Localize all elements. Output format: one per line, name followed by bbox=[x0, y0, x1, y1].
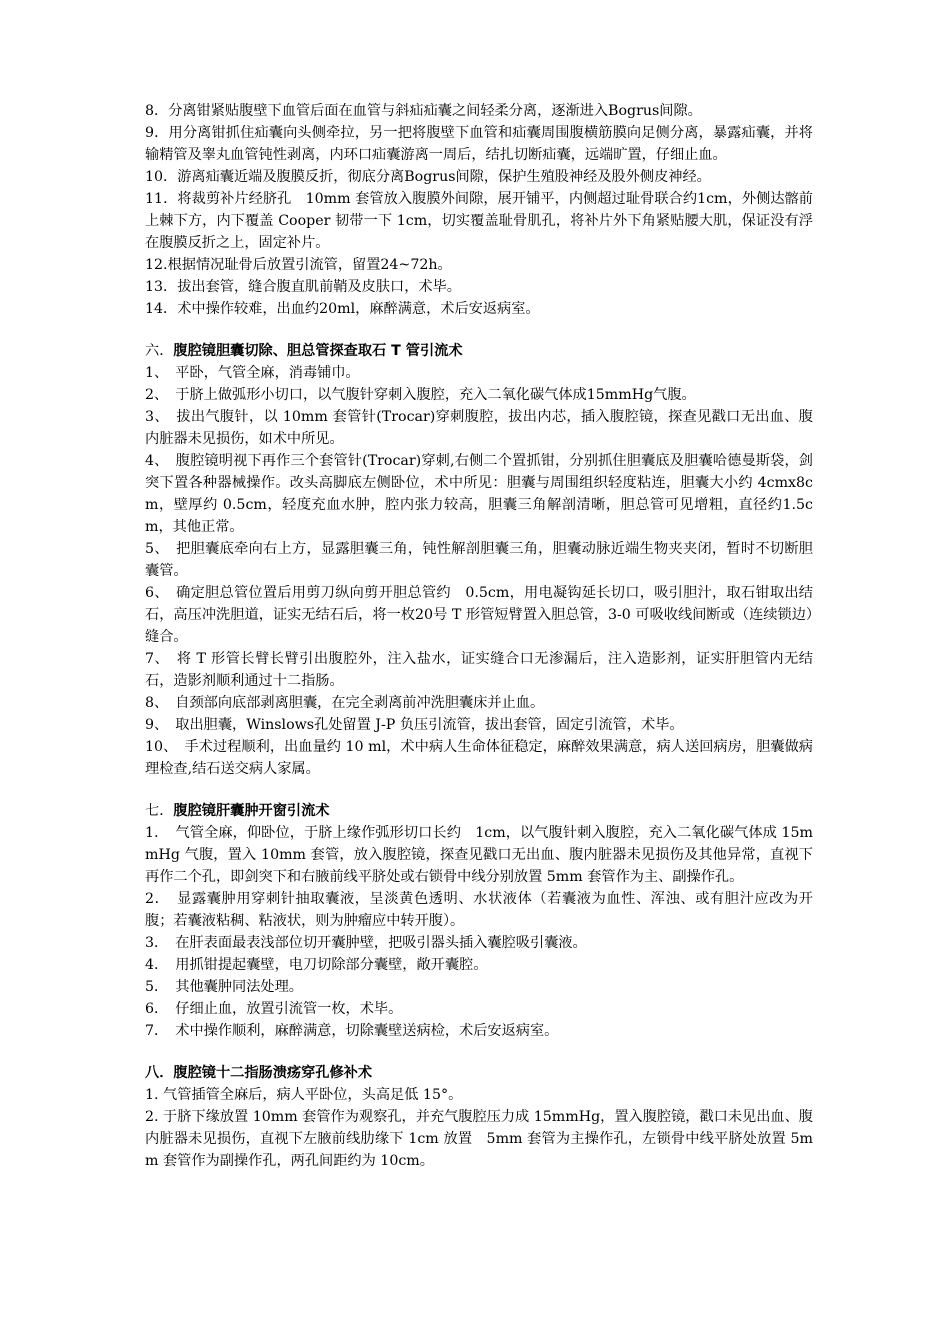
step-item: 1. 气管插管全麻后，病人平卧位，头高足低 15°。 bbox=[145, 1087, 463, 1103]
step-item: 1． 气管全麻，仰卧位，于脐上缘作弧形切口长约 1cm，以气腹针刺入腹腔，充入二氧化碳气体成 15mmHg 气腹，置入 10mm 套管，放入腹腔镜，探查见戳口无出血、腹内脏器未见损伤及其他异常，直视下再作二个孔，即剑突下和右腋前线平脐处或右锁骨中线分别放置 5mm 套管作为主、副操作孔。 bbox=[145, 825, 813, 885]
section-title: 腹腔镜胆囊切除、胆总管探查取石 T 管引流术 bbox=[173, 343, 463, 359]
section-number: 八． bbox=[145, 1065, 174, 1081]
section-8 bbox=[145, 1062, 813, 1172]
section-gap bbox=[145, 320, 813, 340]
section-heading bbox=[145, 340, 813, 362]
section-heading bbox=[145, 1062, 813, 1084]
section-number: 七． bbox=[145, 803, 174, 819]
step-item: 1、 平卧，气管全麻，消毒铺巾。 bbox=[145, 365, 360, 381]
section-title: 腹腔镜肝囊肿开窗引流术 bbox=[173, 803, 330, 819]
step-item: 14．术中操作较难，出血约20ml，麻醉满意，术后安返病室。 bbox=[145, 301, 540, 317]
document-page bbox=[145, 100, 813, 1172]
step-item: 5． 其他囊肿同法处理。 bbox=[145, 979, 303, 995]
step-item: 2． 显露囊肿用穿刺针抽取囊液，呈淡黄色透明、水状液体（若囊液为血性、浑浊、或有胆汁应改为开腹；若囊液粘稠、粘液状，则为肿瘤应中转开腹）。 bbox=[145, 891, 813, 929]
step-item: 12.根据情况耻骨后放置引流管，留置24~72h。 bbox=[145, 257, 452, 273]
step-item: 3、 拔出气腹针，以 10mm 套管针(Trocar)穿刺腹腔，拔出内芯，插入腹腔镜，探查见戳口无出血、腹内脏器未见损伤，如术中所见。 bbox=[145, 409, 813, 447]
step-item: 13．拔出套管，缝合腹直肌前鞘及皮肤口，术毕。 bbox=[145, 279, 461, 295]
step-item: 2、 于脐上做弧形小切口，以气腹针穿刺入腹腔，充入二氧化碳气体成15mmHg气腹。 bbox=[145, 387, 696, 403]
section-7 bbox=[145, 800, 813, 1042]
step-item: 6． 仔细止血，放置引流管一枚，术毕。 bbox=[145, 1001, 403, 1017]
section-5-steps bbox=[145, 100, 813, 320]
step-item: 11．将裁剪补片经脐孔 10mm 套管放入腹膜外间隙，展开铺平，内侧超过耻骨联合约1cm，外侧达髂前上棘下方，内下覆盖 Cooper 韧带一下 1cm，切实覆盖耻骨肌孔，将补片外下角紧贴腰大肌，保证没有浮在腹膜反折之上，固定补片。 bbox=[145, 191, 813, 251]
section-gap bbox=[145, 780, 813, 800]
section-gap bbox=[145, 1042, 813, 1062]
section-heading bbox=[145, 800, 813, 822]
section-number: 六． bbox=[145, 343, 174, 359]
step-item: 8．分离钳紧贴腹壁下血管后面在血管与斜疝疝囊之间轻柔分离，逐渐进入Bogrus间隙。 bbox=[145, 103, 702, 119]
step-item: 4、 腹腔镜明视下再作三个套管针(Trocar)穿刺,右侧二个置抓钳，分别抓住胆囊底及胆囊哈德曼斯袋，剑突下置各种器械操作。改头高脚底左侧卧位，术中所见：胆囊与周围组织轻度粘连，胆囊大小约 4cmx8cm，壁厚约 0.5cm，轻度充血水肿，腔内张力较高，胆囊三角解剖清晰，胆总管可见增粗，直径约1.5cm，其他正常。 bbox=[145, 453, 813, 535]
section-title: 腹腔镜十二指肠溃疡穿孔修补术 bbox=[173, 1065, 373, 1081]
step-item: 7． 术中操作顺利，麻醉满意，切除囊壁送病检，术后安返病室。 bbox=[145, 1023, 559, 1039]
step-item: 6、 确定胆总管位置后用剪刀纵向剪开胆总管约 0.5cm，用电凝钩延长切口，吸引胆汁，取石钳取出结石，高压冲洗胆道，证实无结石后，将一枚20号 T 形管短臂置入胆总管，3-0 可吸收线间断或（连续锁边）缝合。 bbox=[145, 585, 813, 645]
step-item: 10、 手术过程顺利，出血量约 10 ml，术中病人生命体征稳定，麻醉效果满意，病人送回病房，胆囊做病理检查,结石送交病人家属。 bbox=[145, 739, 813, 777]
step-item: 8、 自颈部向底部剥离胆囊，在完全剥离前冲洗胆囊床并止血。 bbox=[145, 695, 545, 711]
step-item: 4． 用抓钳提起囊壁，电刀切除部分囊壁，敞开囊腔。 bbox=[145, 957, 488, 973]
step-item: 9、 取出胆囊，Winslows孔处留置 J-P 负压引流管，拔出套管，固定引流管，术毕。 bbox=[145, 717, 684, 733]
section-6 bbox=[145, 340, 813, 780]
step-item: 2. 于脐下缘放置 10mm 套管作为观察孔，并充气腹腔压力成 15mmHg，置入腹腔镜，戳口未见出血、腹内脏器未见损伤，直视下左腋前线肋缘下 1cm 放置 5mm 套管为主操作孔，左锁骨中线平脐处放置 5mm 套管作为副操作孔，两孔间距约为 10cm。 bbox=[145, 1109, 813, 1169]
step-item: 3． 在肝表面最表浅部位切开囊肿壁，把吸引器头插入囊腔吸引囊液。 bbox=[145, 935, 587, 951]
step-item: 5、 把胆囊底牵向右上方，显露胆囊三角，钝性解剖胆囊三角，胆囊动脉近端生物夹夹闭，暂时不切断胆囊管。 bbox=[145, 541, 813, 579]
step-item: 7、 将 T 形管长臂长臂引出腹腔外，注入盐水，证实缝合口无渗漏后，注入造影剂，证实肝胆管内无结石，造影剂顺利通过十二指肠。 bbox=[145, 651, 813, 689]
step-item: 10．游离疝囊近端及腹膜反折，彻底分离Bogrus间隙，保护生殖股神经及股外侧皮神经。 bbox=[145, 169, 711, 185]
step-item: 9．用分离钳抓住疝囊向头侧牵拉，另一把将腹壁下血管和疝囊周围腹横筋膜向足侧分离，暴露疝囊，并将输精管及睾丸血管钝性剥离，内环口疝囊游离一周后，结扎切断疝囊，远端旷置，仔细止血。 bbox=[145, 125, 813, 163]
